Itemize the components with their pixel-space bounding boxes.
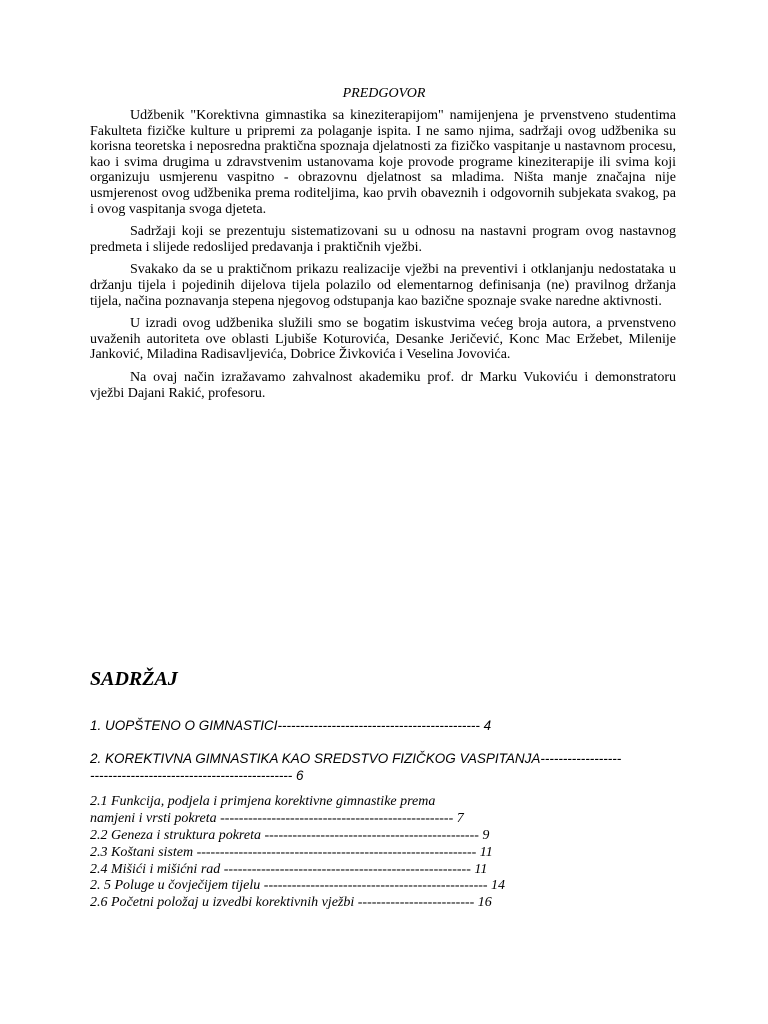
toc-entry-2-1: 2.1 Funkcija, podjela i primjena korektivne gimnastike prema xyxy=(90,794,436,809)
preface-title: PREDGOVOR xyxy=(342,86,426,101)
toc-entry-2: 2. KOREKTIVNA GIMNASTIKA KAO SREDSTVO FIZIČKOG VASPITANJA------------------ xyxy=(90,751,622,766)
toc-entry-2-2: 2.2 Geneza i struktura pokreta ---------------------------------------------- 9 xyxy=(90,828,490,843)
toc-entry-2-4: 2.4 Mišići i mišićni rad ----------------------------------------------------- 11 xyxy=(90,862,488,877)
toc-entry-2-5: 2. 5 Poluge u čovječijem tijelu ------------------------------------------------ 14 xyxy=(90,878,506,893)
toc-entry-2-6: 2.6 Početni položaj u izvedbi korektivnih vježbi ------------------------- 16 xyxy=(90,895,492,910)
preface-paragraph: Na ovaj način izražavamo zahvalnost akademiku prof. dr Marku Vukoviću i demonstratoru vježbi Dajani Rakić, profesoru. xyxy=(90,369,676,401)
preface-paragraph: U izradi ovog udžbenika služili smo se bogatim iskustvima većeg broja autora, a prvenstveno uvaženih autoriteta ove oblasti Ljubiše Koturovića, Desanke Jeričević, Konc Mac Eržebet, Milenije Janković, Miladina Radisavljevića, Dobrice Živkovića i Veselina Jovovića. xyxy=(90,316,676,363)
preface-paragraph: Svakako da se u praktičnom prikazu realizacije vježbi na preventivi i otklanjanju nedostataka u držanju tijela i pojedinih dijelova tijela polazilo od elementarnog definisanja (ne) pravilnog držanja tijela, načina poznavanja stepena njegovog odstupanja kao bazične spoznaje svake naredne aktivnosti. xyxy=(90,262,676,309)
preface-paragraph: Udžbenik "Korektivna gimnastika sa kineziterapijom" namijenjena je prvenstveno studentima Fakulteta fizičke kulture u pripremi za polaganje ispita. I ne samo njima, sadržaji ovog udžbenika su korisna teoretska i neposredna praktična spoznaja djelatnosti za fizičko vaspitanje u nastavnom procesu, kao i svima drugima u zdravstvenim ustanovama koje provode programe kineziterapije ili svima koji organizuju usmjerenu vaspitno - obrazovnu djelatnost sa mladima. Ništa manje značajna nije usmjerenost ovog udžbenika prema roditeljima, kao prvih obaveznih i odgovornih subjekata svakog, pa i ovog vaspitanja svoga djeteta. xyxy=(90,108,676,217)
preface-paragraph: Sadržaji koji se prezentuju sistematizovani su u odnosu na nastavni program ovog nastavnog predmeta i slijede redoslijed predavanja i praktičnih vježbi. xyxy=(90,224,676,255)
toc-title: SADRŽAJ xyxy=(90,668,178,690)
toc-entry-1: 1. UOPŠTENO O GIMNASTICI--------------------------------------------- 4 xyxy=(90,718,492,733)
toc-entry-2-3: 2.3 Koštani sistem ------------------------------------------------------------ 11 xyxy=(90,845,493,860)
toc-entry-2-1-continued: namjeni i vrsti pokreta -------------------------------------------------- 7 xyxy=(90,811,464,826)
preface-body xyxy=(90,108,676,408)
toc-entry-2-continued: --------------------------------------------- 6 xyxy=(90,768,304,783)
